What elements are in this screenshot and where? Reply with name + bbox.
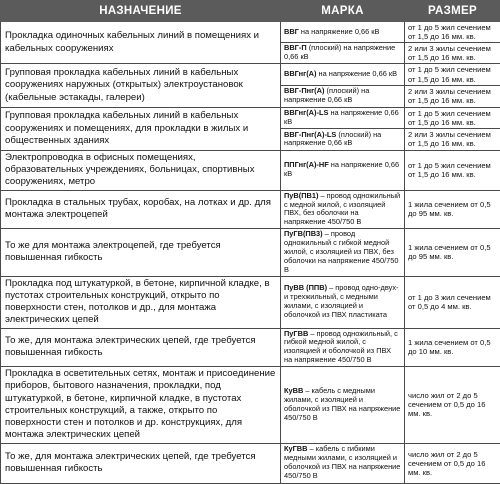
mark-description: на напряжение 0,66 кВ — [284, 160, 399, 178]
mark-cell — [281, 107, 405, 128]
mark-name: ВВГ-Пнг(А)-LS — [284, 130, 336, 139]
mark-name: ПуВ(ПВ1) — [284, 191, 318, 200]
size-cell: число жил от 2 до 5 сечением от 0,5 до 16 мм. кв. — [405, 367, 500, 444]
mark-description: на напряжение 0,66 кВ — [299, 27, 380, 36]
mark-name: ВВГ — [284, 27, 299, 36]
mark-cell — [281, 276, 405, 328]
table-row — [1, 64, 500, 85]
mark-name: ВВГ-П — [284, 43, 307, 52]
mark-description: – провод одножильный с гибкой медной жилой, с изоляцией из ПВХ, без оболочки на напряжение 450/750 В — [284, 229, 399, 274]
mark-cell — [281, 64, 405, 85]
mark-name: ПуГВВ — [284, 329, 308, 338]
size-cell: 2 или 3 жилы сечением от 1,5 до 16 мм. кв. — [405, 43, 500, 64]
mark-name: ПуГВ(ПВ3) — [284, 229, 323, 238]
purpose-cell: Электропроводка в офисных помещениях, образовательных учреждениях, больницах, спортивных сооружениях, метро — [1, 150, 281, 190]
table-row — [1, 328, 500, 367]
header-size: РАЗМЕР — [405, 1, 500, 22]
table-row — [1, 276, 500, 328]
size-cell: число жил от 2 до 5 сечением от 0,5 до 16 мм. кв. — [405, 443, 500, 483]
purpose-cell: Прокладка одиночных кабельных линий в помещениях и кабельных сооружениях — [1, 22, 281, 64]
mark-description: – провод одно-двух- и трехжильный, с медными жилами, с изоляцией и оболочкой из ПВХ пластиката — [284, 283, 398, 319]
mark-cell — [281, 43, 405, 64]
mark-name: КуГВВ — [284, 444, 308, 453]
mark-description: – кабель с медными жилами, с изоляцией и оболочкой из ПВХ на напряжение 450/750 В — [284, 386, 400, 422]
header-mark: МАРКА — [281, 1, 405, 22]
purpose-cell: Прокладка под штукатуркой, в бетоне, кирпичной кладке, в пустотах строительных конструкций, открыто по поверхности стен, потолков и др., для монтажа электрических цепей — [1, 276, 281, 328]
mark-cell — [281, 22, 405, 43]
mark-description: – провод одножильный с медной жилой, с изоляцией ПВХ, без оболочки на напряжение 450/750 В — [284, 191, 400, 227]
mark-cell — [281, 150, 405, 190]
mark-description: – провод одножильный, с гибкой медной жилой, с изоляцией и оболочкой из ПВХ на напряжение 450/750 В — [284, 329, 398, 365]
mark-cell — [281, 443, 405, 483]
table-row — [1, 22, 500, 43]
size-cell: 2 или 3 жилы сечением от 1,5 до 16 мм. кв. — [405, 128, 500, 150]
size-cell: 1 жила сечением от 0,5 до 95 мм. кв. — [405, 190, 500, 229]
mark-name: ВВГнг(А)-LS — [284, 108, 328, 117]
table-row — [1, 107, 500, 128]
mark-name: ВВГ-Пнг(А) — [284, 86, 324, 95]
table-body — [1, 22, 500, 484]
purpose-cell: Прокладка в осветительных сетях, монтаж и присоединение приборов, бытового назначения, прокладки, под штукатуркой, в бетоне, кирпичной кладке, в пустотах строительных конструкций, а также, открыто по поверхности стен и потолков и др. конструкциях, для монтажа электрических цепей — [1, 367, 281, 444]
size-cell: 1 жила сечением от 0,5 до 10 мм. кв. — [405, 328, 500, 367]
size-cell: от 1 до 5 жил сечением от 1,5 до 16 мм. кв. — [405, 107, 500, 128]
mark-name: ППГнг(А)-HF — [284, 160, 329, 169]
mark-cell — [281, 190, 405, 229]
purpose-cell: Групповая прокладка кабельных линий в кабельных сооружениях наружных (открытых) электроустановок (кабельные эстакады, галереи) — [1, 64, 281, 107]
size-cell: 2 или 3 жилы сечением от 1,5 до 16 мм. кв. — [405, 85, 500, 107]
mark-cell — [281, 367, 405, 444]
size-cell: от 1 до 5 жил сечением от 1,5 до 16 мм. кв. — [405, 64, 500, 85]
purpose-cell: Прокладка в стальных трубах, коробах, на лотках и др. для монтажа электроцепей — [1, 190, 281, 229]
size-cell: от 1 до 5 жил сечением от 1,5 до 16 мм. кв. — [405, 150, 500, 190]
mark-cell — [281, 229, 405, 276]
mark-description: – кабель с гибкими медными жилами, с изоляцией и оболочкой из ПВХ на напряжение 450/750 В — [284, 444, 400, 480]
table-row — [1, 150, 500, 190]
mark-description: (плоский) на напряжение 0,66 кВ — [284, 86, 369, 104]
mark-cell — [281, 85, 405, 107]
size-cell: от 1 до 3 жил сечением от 0,5 до 4 мм. кв. — [405, 276, 500, 328]
mark-description: на напряжение 0,66 кВ — [284, 108, 399, 126]
purpose-cell: То же, для монтажа электрических цепей, где требуется повышенная гибкость — [1, 328, 281, 367]
table-row — [1, 190, 500, 229]
header-row — [1, 1, 500, 22]
size-cell: от 1 до 5 жил сечением от 1,5 до 16 мм. кв. — [405, 22, 500, 43]
mark-name: КуВВ — [284, 386, 303, 395]
mark-name: ПуВВ (ППВ) — [284, 283, 327, 292]
purpose-cell: То же, для монтажа электрических цепей, где требуется повышенная гибкость — [1, 443, 281, 483]
table-row — [1, 367, 500, 444]
purpose-cell: Групповая прокладка кабельных линий в кабельных сооружениях и помещениях, для прокладки в жилых и общественных зданиях — [1, 107, 281, 150]
mark-description: (плоский) на напряжение 0,66 кВ — [284, 43, 395, 61]
header-purpose: НАЗНАЧЕНИЕ — [1, 1, 281, 22]
mark-description: (плоский) на напряжение 0,66 кВ — [284, 130, 381, 148]
purpose-cell: То же для монтажа электроцепей, где требуется повышенная гибкость — [1, 229, 281, 276]
mark-cell — [281, 128, 405, 150]
size-cell: 1 жила сечением от 0,5 до 95 мм. кв. — [405, 229, 500, 276]
mark-cell — [281, 328, 405, 367]
table-row — [1, 229, 500, 276]
mark-description: на напряжение 0,66 кВ — [316, 69, 397, 78]
mark-name: ВВГнг(А) — [284, 69, 316, 78]
table-row — [1, 443, 500, 483]
